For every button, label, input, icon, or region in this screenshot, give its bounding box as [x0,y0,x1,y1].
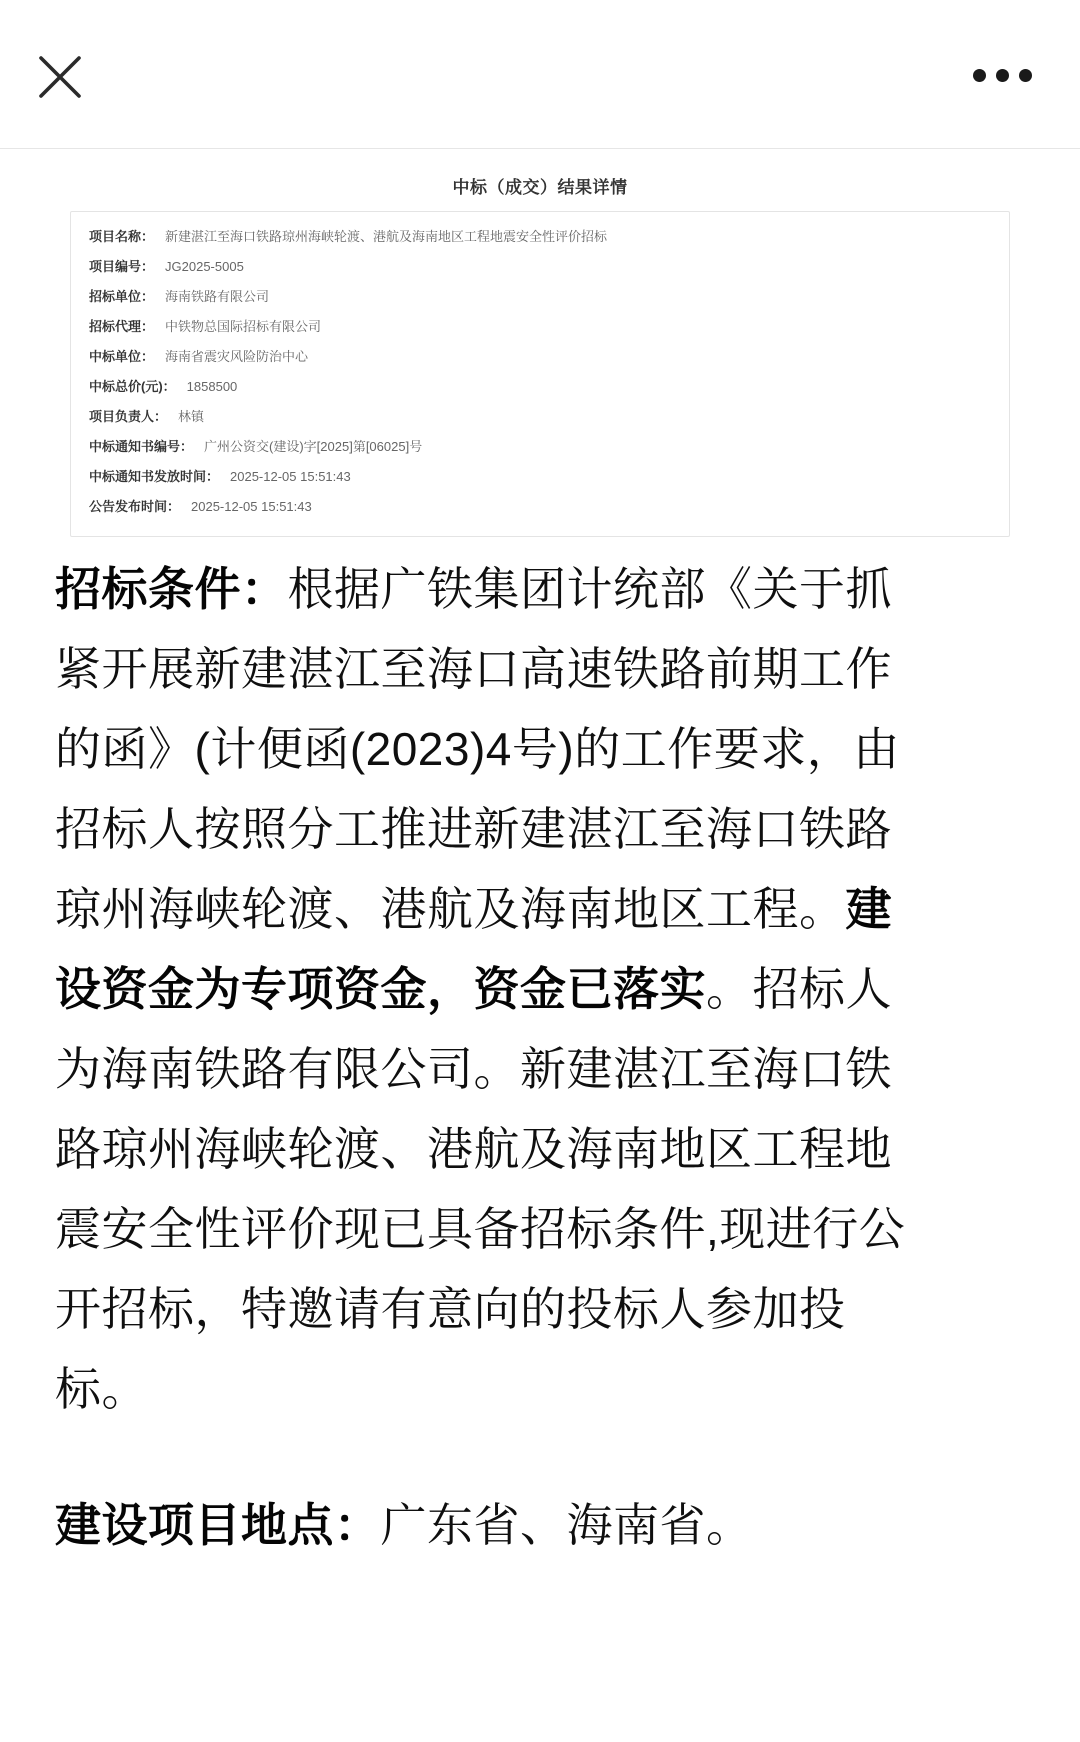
field-label: 公告发布时间： [89,499,181,514]
detail-row-project-leader [89,408,989,426]
project-location-label: 建设项目地点： [55,1499,381,1551]
tender-conditions-paragraph [55,549,915,1429]
close-button[interactable] [30,47,90,107]
detail-row-award-notice-issue-time [89,468,989,486]
field-label: 中标单位： [89,349,155,364]
field-label: 中标通知书编号： [89,439,194,454]
detail-row-project-number [89,258,989,276]
field-value: 林镇 [178,409,205,424]
field-label: 项目编号： [89,259,155,274]
field-label: 中标通知书发放时间： [89,469,220,484]
field-label: 项目名称： [89,229,155,244]
project-location-text: 广东省、海南省。 [380,1499,753,1551]
detail-row-tendering-unit [89,288,989,306]
tender-conditions-text-2: 。招标人为海南铁路有限公司。新建湛江至海口铁路琼州海峡轮渡、港航及海南地区工程地震安全性评价现已具备招标条件,现进行公开招标，特邀请有意向的投标人参加投标。 [55,963,906,1415]
detail-row-project-name [89,228,989,246]
field-label: 招标单位： [89,289,155,304]
more-horizontal-icon [973,69,986,82]
detail-row-winning-total-price [89,378,989,396]
field-value: 新建湛江至海口铁路琼州海峡轮渡、港航及海南地区工程地震安全性评价招标 [165,229,608,244]
field-label: 招标代理： [89,319,155,334]
more-horizontal-icon [996,69,1009,82]
detail-row-award-notice-number [89,438,989,456]
field-value: 广州公资交(建设)字[2025]第[06025]号 [204,439,423,454]
field-label: 项目负责人： [89,409,168,424]
project-location-paragraph [55,1485,915,1565]
field-value: 2025-12-05 15:51:43 [230,469,351,484]
funds-bold-text: 建设资金为专项资金，资金已落实 [55,883,892,1015]
field-value: 海南铁路有限公司 [165,289,270,304]
field-value: 中铁物总国际招标有限公司 [165,319,322,334]
field-value: 1858500 [186,379,238,394]
close-icon [37,54,83,100]
article-body [0,549,1080,1565]
field-value: 2025-12-05 15:51:43 [191,499,312,514]
result-detail-card [70,211,1010,537]
tender-conditions-label: 招标条件： [55,563,288,615]
tender-conditions-text-1: 根据广铁集团计统部《关于抓紧开展新建湛江至海口高速铁路前期工作的函》(计便函(2023)4号)的工作要求，由招标人按照分工推进新建湛江至海口铁路琼州海峡轮渡、港航及海南地区工程。 [55,563,900,935]
topbar [0,0,1080,148]
detail-row-tender-agency [89,318,989,336]
detail-row-winning-unit [89,348,989,366]
detail-row-announcement-publish-time [89,498,989,516]
field-value: 海南省震灾风险防治中心 [165,349,309,364]
page-title: 中标（成交）结果详情 [452,178,628,197]
more-horizontal-icon [1019,69,1032,82]
field-label: 中标总价(元)： [89,379,176,394]
more-menu-button[interactable] [973,55,1032,95]
field-value: JG2025-5005 [165,259,244,274]
